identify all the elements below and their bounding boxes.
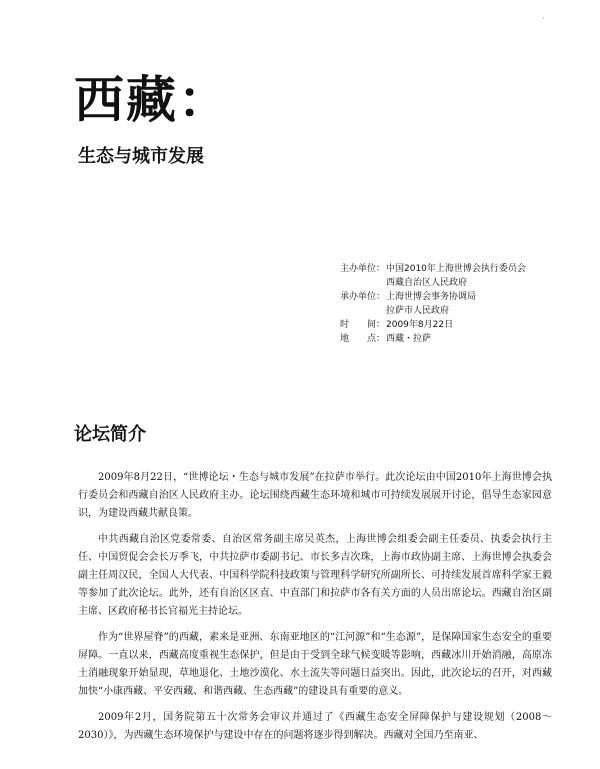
page-title: 西藏： [74,70,230,129]
location-value: 西藏・拉萨 [386,334,432,344]
host-value [386,290,580,318]
paragraph: 中共西藏自治区党委常委、自治区常务副主席吴英杰，上海世博会组委会副主任委员、执委会执行主任、中国贸促会会长万季飞，中共拉萨市委副书记、市长多吉次珠，上海市政协副主席、上海世博会执委会副主任周汉民，全国人大代表、中国科学院科技政策与管理科学研究所副所长、可持续发展首席科学家王毅等参加了此次论坛。此外，还有自治区区直、中直部门和拉萨市各有关方面的人员出席论坛。西藏自治区副主席、区政府秘书长官福光主持论坛。 [78,534,552,617]
organizer-label: 主办单位： [340,264,386,274]
body-text [78,469,552,753]
host-line-2: 拉萨市人民政府 [386,306,450,316]
section-heading: 论坛简介 [74,424,146,445]
time-row [340,318,580,332]
organizer-row [340,262,580,290]
page-marker: · [542,14,545,24]
event-info [340,262,580,346]
paragraph: 2009年8月22日，“世博论坛・生态与城市发展”在拉萨市举行。此次论坛由中国2010年上海世博会执行委员会和西藏自治区人民政府主办。论坛围绕西藏生态环境和城市可持续发展展开讨论，倡导生态家园意识，为建设西藏共献良策。 [78,472,552,519]
host-row [340,290,580,318]
time-label: 时 间： [340,320,386,330]
time-value: 2009年8月22日 [386,320,454,330]
location-row [340,332,580,346]
host-label: 承办单位： [340,292,386,302]
paragraph: 作为“世界屋脊”的西藏，素来是亚洲、东南亚地区的“江河源”和“生态源”，是保障国家生态安全的重要屏障。一直以来，西藏高度重视生态保护，但是由于受到全球气候变暖等影响，西藏冰川开始消融，高原冻土消融现象开始显现，草地退化、土地沙漠化、水土流失等问题日益突出。因此，此次论坛的召开，对西藏加快“小康西藏、平安西藏、和谐西藏、生态西藏”的建设具有重要的意义。 [78,632,552,697]
organizer-value [386,262,580,290]
page-subtitle: 生态与城市发展 [78,146,204,167]
host-line-1: 上海世博会事务协调局 [386,292,477,302]
organizer-line-1: 中国2010年上海世博会执行委员会 [386,264,526,274]
location-label: 地 点： [340,334,386,344]
paragraph: 2009年2月，国务院第五十次常务会审议并通过了《西藏生态安全屏障保护与建设规划（2008～2030）》，为西藏生态环境保护与建设中存在的问题将逐步得到解决。西藏对全国乃至南亚、 [78,712,552,741]
organizer-line-2: 西藏自治区人民政府 [386,278,468,288]
